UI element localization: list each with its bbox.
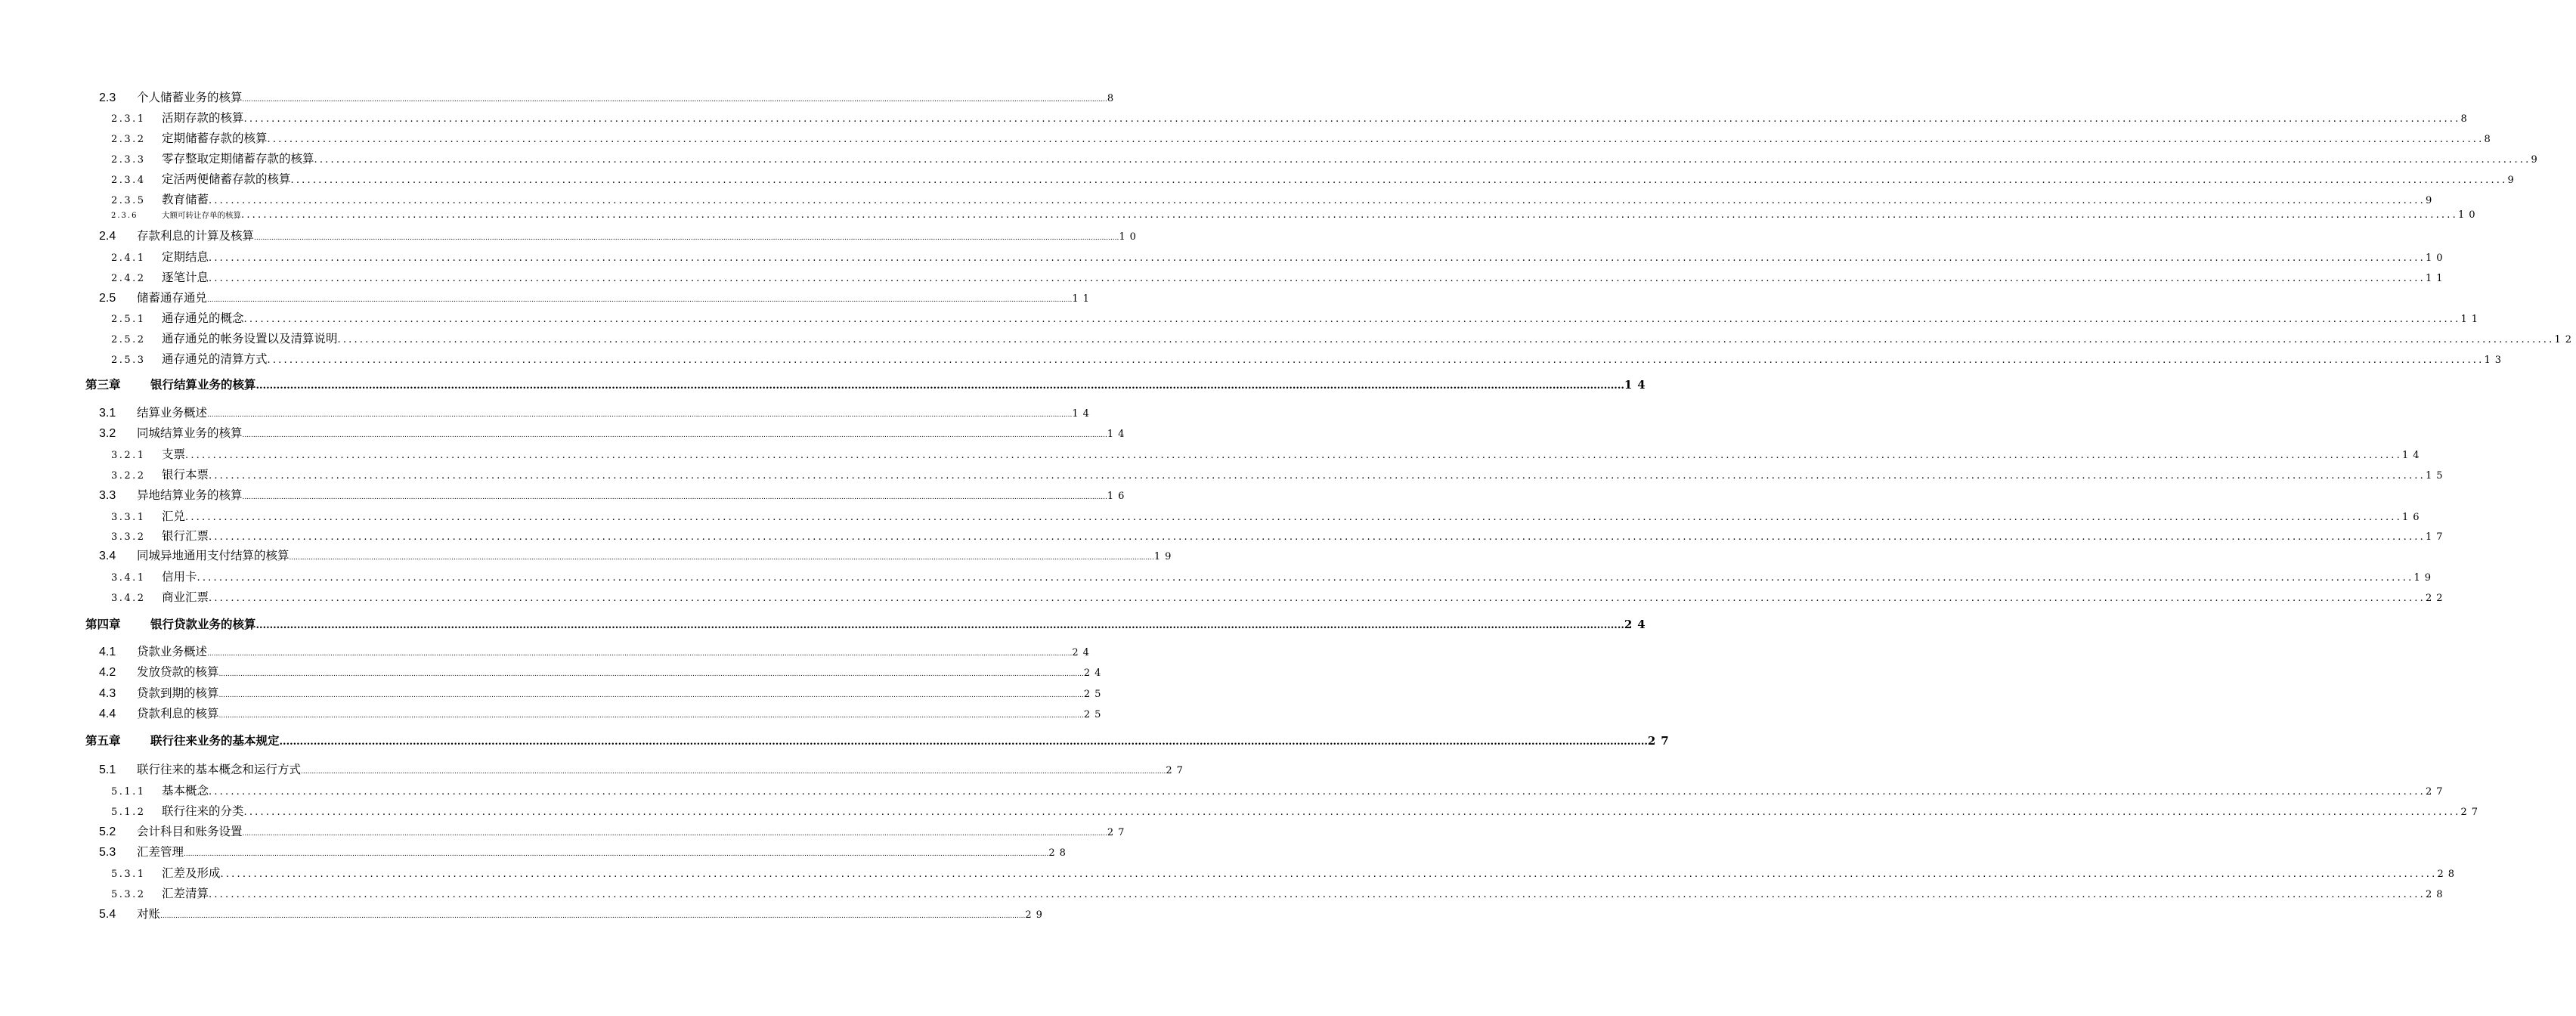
toc-page-number: 8 xyxy=(1107,93,1119,104)
toc-entry[interactable] xyxy=(111,350,2506,367)
toc-entry-number: 2.3 xyxy=(99,91,116,104)
toc-entry-title: 汇兑 xyxy=(162,510,186,523)
toc-chapter-entry[interactable] xyxy=(85,615,1651,633)
toc-page-number: 8 xyxy=(2484,134,2495,145)
toc-page-number: 11 xyxy=(2460,314,2482,325)
toc-entry[interactable] xyxy=(99,760,1187,777)
toc-page-number: 27 xyxy=(2425,786,2448,798)
toc-entry[interactable] xyxy=(111,884,2448,901)
toc-dot-leader: ................................................................................................................................................................................................................................................................................................................................................................................................................ xyxy=(218,712,1084,720)
toc-dot-leader: ................................................................................................................................................................................................................................................................................................................................................................................................................ xyxy=(242,494,1107,501)
toc-entry-number: 3.2.2 xyxy=(111,470,146,482)
toc-entry[interactable] xyxy=(111,568,2435,584)
toc-entry-number: 4.4 xyxy=(99,708,116,720)
toc-entry-title: 信用卡 xyxy=(162,570,197,584)
toc-page-number: 17 xyxy=(2425,531,2448,543)
toc-dot-leader: ................................................................................................................................................................................................................................................................................................................................................................................................................ xyxy=(197,572,2414,584)
toc-entry[interactable] xyxy=(99,486,1129,503)
toc-entry-number: 5.3 xyxy=(99,846,116,859)
toc-dot-leader: ................................................................................................................................................................................................................................................................................................................................................................................................................ xyxy=(160,912,1026,920)
toc-entry-number: 3.2.1 xyxy=(111,450,146,461)
toc-dot-leader: ................................................................................................................................................................................................................................................................................................................................................................................................................ xyxy=(209,531,2426,543)
toc-dot-leader: ................................................................................................................................................................................................................................................................................................................................................................................................................ xyxy=(218,671,1084,678)
toc-entry-number: 3.3.2 xyxy=(111,531,146,543)
toc-page-number: 10 xyxy=(2425,252,2448,264)
toc-entry-number: 2.3.5 xyxy=(111,195,146,206)
toc-page-number: 16 xyxy=(1107,491,1129,502)
toc-page-number: 27 xyxy=(1107,827,1129,838)
toc-entry-title: 银行贷款业务的核算 xyxy=(150,618,256,631)
toc-entry-title: 联行往来的基本概念和运行方式 xyxy=(137,763,302,776)
toc-dot-leader: ................................................................................................................................................................................................................................................................................................................................................................................................................ xyxy=(185,512,2402,523)
toc-entry-number: 2.3.4 xyxy=(111,175,146,186)
toc-entry-title: 汇差清算 xyxy=(162,887,209,900)
toc-dot-leader: ................................................................................................................................................................................................................................................................................................................................................................................................................ xyxy=(209,470,2426,482)
toc-entry-number: 3.4.1 xyxy=(111,572,146,584)
toc-page-number: 19 xyxy=(1153,551,1176,562)
toc-entry-number: 2.5 xyxy=(99,292,116,305)
toc-entry[interactable] xyxy=(99,404,1094,420)
toc-dot-leader: ................................................................................................................................................................................................................................................................................................................................................................................................................ xyxy=(290,175,2508,186)
toc-entry-title: 通存通兑的帐务设置以及清算说明 xyxy=(162,332,338,345)
toc-entry[interactable] xyxy=(111,190,2437,207)
toc-entry[interactable] xyxy=(111,864,2459,881)
toc-entry[interactable] xyxy=(111,527,2448,544)
toc-entry-number: 3.4 xyxy=(99,550,116,562)
toc-dot-leader: ................................................................................................................................................................................................................................................................................................................................................................................................................ xyxy=(185,450,2402,461)
toc-page-number: 28 xyxy=(2437,869,2459,880)
toc-entry[interactable] xyxy=(111,109,2472,125)
toc-entry-number: 5.1.2 xyxy=(111,807,146,818)
toc-entry-title: 同城结算业务的核算 xyxy=(137,426,243,440)
toc-page-number: 24 xyxy=(1083,668,1106,679)
toc-dot-leader: ................................................................................................................................................................................................................................................................................................................................................................................................................ xyxy=(242,96,1107,104)
toc-entry-title: 汇差管理 xyxy=(137,845,184,859)
toc-entry[interactable] xyxy=(99,684,1106,701)
toc-dot-leader: ................................................................................................................................................................................................................................................................................................................................................................................................................ xyxy=(241,209,2458,221)
toc-entry-title: 联行往来的分类 xyxy=(162,804,244,818)
toc-dot-leader: ................................................................................................................................................................................................................................................................................................................................................................................................................ xyxy=(254,234,1119,242)
toc-entry[interactable] xyxy=(111,129,2495,146)
toc-entry-title: 银行结算业务的核算 xyxy=(150,378,256,392)
toc-page-number: 13 xyxy=(2484,355,2506,366)
toc-entry-title: 商业汇票 xyxy=(162,590,209,604)
toc-entry-title: 定期结息 xyxy=(162,250,209,264)
toc-page-number: 12 xyxy=(2554,334,2576,345)
toc-entry[interactable] xyxy=(99,547,1176,563)
toc-entry-number: 3.4.2 xyxy=(111,593,146,604)
toc-entry-title: 通存通兑的概念 xyxy=(162,311,244,325)
toc-entry-number: 4.2 xyxy=(99,666,116,679)
toc-entry-number: 3.2 xyxy=(99,427,116,440)
toc-page-number: 27 xyxy=(1166,765,1187,776)
toc-page-number: 9 xyxy=(2531,154,2542,166)
toc-entry-number: 2.4.2 xyxy=(111,273,146,284)
toc-entry-title: 结算业务概述 xyxy=(137,406,208,420)
toc-dot-leader: ................................................................................................................................................................................................................................................................................................................................................................................................................ xyxy=(243,807,2461,818)
toc-dot-leader: ................................................................................................................................................................................................................................................................................................................................................................................................................ xyxy=(209,593,2426,604)
toc-entry-number: 4.3 xyxy=(99,687,116,700)
toc-entry[interactable] xyxy=(111,782,2448,798)
toc-entry-number: 3.1 xyxy=(99,407,116,420)
toc-entry-title: 会计科目和账务设置 xyxy=(137,825,243,838)
toc-entry-title: 对账 xyxy=(137,907,161,921)
toc-page-number: 16 xyxy=(2401,512,2424,523)
toc-dot-leader: ................................................................................................................................................................................................................................................................................................................................................................................................................ xyxy=(242,432,1107,439)
toc-entry-title: 基本概念 xyxy=(162,784,209,798)
toc-dot-leader: ................................................................................................................................................................................................................................................................................................................................................................................................................ xyxy=(301,768,1166,776)
toc-page-number: 19 xyxy=(2413,572,2435,584)
toc-page-number: 9 xyxy=(2507,175,2519,186)
toc-entry[interactable] xyxy=(99,705,1106,721)
toc-entry[interactable] xyxy=(99,643,1094,659)
toc-entry-number: 2.4 xyxy=(99,230,116,243)
toc-entry[interactable] xyxy=(111,330,2576,346)
toc-entry-title: 贷款业务概述 xyxy=(137,645,208,658)
toc-entry-title: 逐笔计息 xyxy=(162,271,209,284)
toc-dot-leader: ................................................................................................................................................................................................................................................................................................................................................................................................................ xyxy=(209,889,2426,900)
toc-page-number: 14 xyxy=(1072,408,1094,420)
toc-entry-title: 汇差及形成 xyxy=(162,866,221,880)
toc-dot-leader: ................................................................................................................................................................................................................................................................................................................................................................................................................ xyxy=(243,314,2461,325)
toc-entry-number: 4.1 xyxy=(99,646,116,658)
toc-page-number: 8 xyxy=(2460,113,2472,125)
toc-page-number: 9 xyxy=(2425,195,2437,206)
toc-entry-number: 5.1 xyxy=(99,764,116,776)
toc-entry-title: 零存整取定期储蓄存款的核算 xyxy=(162,152,314,166)
toc-entry-number: 5.3.1 xyxy=(111,869,146,880)
toc-entry-title: 个人储蓄业务的核算 xyxy=(137,91,243,104)
toc-dot-leader: ................................................................................................................................................................................................................................................................................................................................................................................................................ xyxy=(209,786,2426,798)
toc-page-number: 10 xyxy=(2457,209,2480,221)
toc-page-number: 25 xyxy=(1083,689,1106,700)
toc-entry[interactable] xyxy=(99,289,1094,305)
toc-entry-number: 5.1.1 xyxy=(111,786,146,798)
toc-entry-title: 大额可转让存单的核算 xyxy=(162,211,241,220)
toc-entry-title: 银行汇票 xyxy=(162,529,209,543)
toc-entry-title: 贷款到期的核算 xyxy=(137,686,219,700)
toc-entry[interactable] xyxy=(111,150,2542,166)
toc-page-number: 11 xyxy=(2425,273,2448,284)
toc-entry[interactable] xyxy=(111,209,2480,226)
toc-page-number: 27 xyxy=(1647,734,1674,748)
toc-entry[interactable] xyxy=(111,802,2482,819)
toc-entry-title: 通存通兑的清算方式 xyxy=(162,352,268,366)
toc-page-number: 14 xyxy=(2401,450,2424,461)
toc-dot-leader: ................................................................................................................................................................................................................................................................................................................................................................................................................ xyxy=(209,273,2426,284)
toc-page-number: 29 xyxy=(1025,909,1047,921)
toc-page-number: 27 xyxy=(2460,807,2482,818)
toc-entry-number: 5.3.2 xyxy=(111,889,146,900)
toc-dot-leader: ................................................................................................................................................................................................................................................................................................................................................................................................................ xyxy=(279,736,1648,748)
toc-entry[interactable] xyxy=(111,248,2448,265)
toc-entry-title: 联行往来业务的基本规定 xyxy=(150,734,280,748)
toc-entry[interactable] xyxy=(111,309,2482,326)
toc-dot-leader: ................................................................................................................................................................................................................................................................................................................................................................................................................ xyxy=(267,355,2485,366)
toc-entry[interactable] xyxy=(99,424,1129,441)
toc-entry-number: 2.3.1 xyxy=(111,113,146,125)
toc-dot-leader: ................................................................................................................................................................................................................................................................................................................................................................................................................ xyxy=(184,850,1049,858)
toc-page-number: 11 xyxy=(1072,293,1094,305)
toc-dot-leader: ................................................................................................................................................................................................................................................................................................................................................................................................................ xyxy=(289,554,1154,562)
toc-dot-leader: ................................................................................................................................................................................................................................................................................................................................................................................................................ xyxy=(207,650,1073,658)
toc-entry-title: 教育储蓄 xyxy=(162,193,209,206)
toc-dot-leader: ................................................................................................................................................................................................................................................................................................................................................................................................................ xyxy=(255,620,1624,631)
toc-chapter-entry[interactable] xyxy=(85,376,1651,394)
toc-entry[interactable] xyxy=(111,466,2448,482)
toc-entry-title: 活期存款的核算 xyxy=(162,111,244,125)
toc-page-number: 14 xyxy=(1624,378,1651,392)
toc-entry[interactable] xyxy=(111,170,2519,187)
toc-page-number: 15 xyxy=(2425,470,2448,482)
toc-page-number: 24 xyxy=(1072,647,1094,658)
toc-page-number: 14 xyxy=(1107,429,1129,440)
toc-entry-title: 定活两便储蓄存款的核算 xyxy=(162,172,291,186)
toc-entry[interactable] xyxy=(99,822,1129,839)
toc-entry-title: 定期储蓄存款的核算 xyxy=(162,132,268,145)
toc-entry-number: 3.3 xyxy=(99,489,116,502)
toc-entry-number: 2.4.1 xyxy=(111,252,146,264)
toc-dot-leader: ................................................................................................................................................................................................................................................................................................................................................................................................................ xyxy=(220,869,2438,880)
toc-entry[interactable] xyxy=(99,227,1141,243)
toc-entry-number: 5.2 xyxy=(99,826,116,838)
toc-entry-number: 2.5.1 xyxy=(111,314,146,325)
toc-entry-title: 储蓄通存通兑 xyxy=(137,291,208,305)
toc-dot-leader: ................................................................................................................................................................................................................................................................................................................................................................................................................ xyxy=(267,134,2485,145)
toc-dot-leader: ................................................................................................................................................................................................................................................................................................................................................................................................................ xyxy=(314,154,2531,166)
toc-entry-number: 2.5.2 xyxy=(111,334,146,345)
toc-entry[interactable] xyxy=(111,507,2424,524)
toc-page-number: 24 xyxy=(1624,618,1651,631)
toc-entry-title: 发放贷款的核算 xyxy=(137,665,219,679)
toc-dot-leader: ................................................................................................................................................................................................................................................................................................................................................................................................................ xyxy=(209,252,2426,264)
toc-entry-number: 第五章 xyxy=(85,734,121,748)
toc-entry[interactable] xyxy=(111,268,2448,285)
toc-entry[interactable] xyxy=(99,843,1070,860)
toc-entry-number: 2.3.2 xyxy=(111,134,146,145)
toc-dot-leader: ................................................................................................................................................................................................................................................................................................................................................................................................................ xyxy=(207,411,1073,419)
toc-entry-number: 2.3.6 xyxy=(111,212,138,220)
toc-page-number: 25 xyxy=(1083,709,1106,720)
toc-page-number: 28 xyxy=(2425,889,2448,900)
toc-dot-leader: ................................................................................................................................................................................................................................................................................................................................................................................................................ xyxy=(337,334,2555,345)
toc-dot-leader: ................................................................................................................................................................................................................................................................................................................................................................................................................ xyxy=(218,692,1084,699)
toc-dot-leader: ................................................................................................................................................................................................................................................................................................................................................................................................................ xyxy=(242,830,1107,838)
toc-entry-number: 2.5.3 xyxy=(111,355,146,366)
toc-page-number: 22 xyxy=(2425,593,2448,604)
toc-entry-title: 同城异地通用支付结算的核算 xyxy=(137,549,289,562)
toc-chapter-entry[interactable] xyxy=(85,732,1674,750)
toc-dot-leader: ................................................................................................................................................................................................................................................................................................................................................................................................................ xyxy=(243,113,2461,125)
toc-dot-leader: ................................................................................................................................................................................................................................................................................................................................................................................................................ xyxy=(207,296,1073,304)
toc-entry-number: 3.3.1 xyxy=(111,512,146,523)
toc-entry-number: 5.4 xyxy=(99,908,116,921)
toc-entry-title: 银行本票 xyxy=(162,468,209,482)
toc-entry-number: 2.3.3 xyxy=(111,154,146,166)
toc-entry-title: 存款利息的计算及核算 xyxy=(137,229,255,243)
toc-entry-title: 支票 xyxy=(162,448,186,461)
toc-entry[interactable] xyxy=(99,905,1047,922)
toc-entry[interactable] xyxy=(99,663,1106,680)
toc-entry-title: 贷款利息的核算 xyxy=(137,707,219,720)
toc-page-number: 28 xyxy=(1048,847,1070,859)
toc-entry[interactable] xyxy=(99,88,1119,105)
toc-entry[interactable] xyxy=(111,588,2448,605)
toc-page-number: 10 xyxy=(1119,231,1141,243)
toc-entry-title: 异地结算业务的核算 xyxy=(137,488,243,502)
toc-entry[interactable] xyxy=(111,445,2424,462)
toc-dot-leader: ................................................................................................................................................................................................................................................................................................................................................................................................................ xyxy=(255,380,1624,392)
toc-entry-number: 第三章 xyxy=(85,378,121,392)
toc-dot-leader: ................................................................................................................................................................................................................................................................................................................................................................................................................ xyxy=(209,195,2426,206)
toc-entry-number: 第四章 xyxy=(85,618,121,631)
